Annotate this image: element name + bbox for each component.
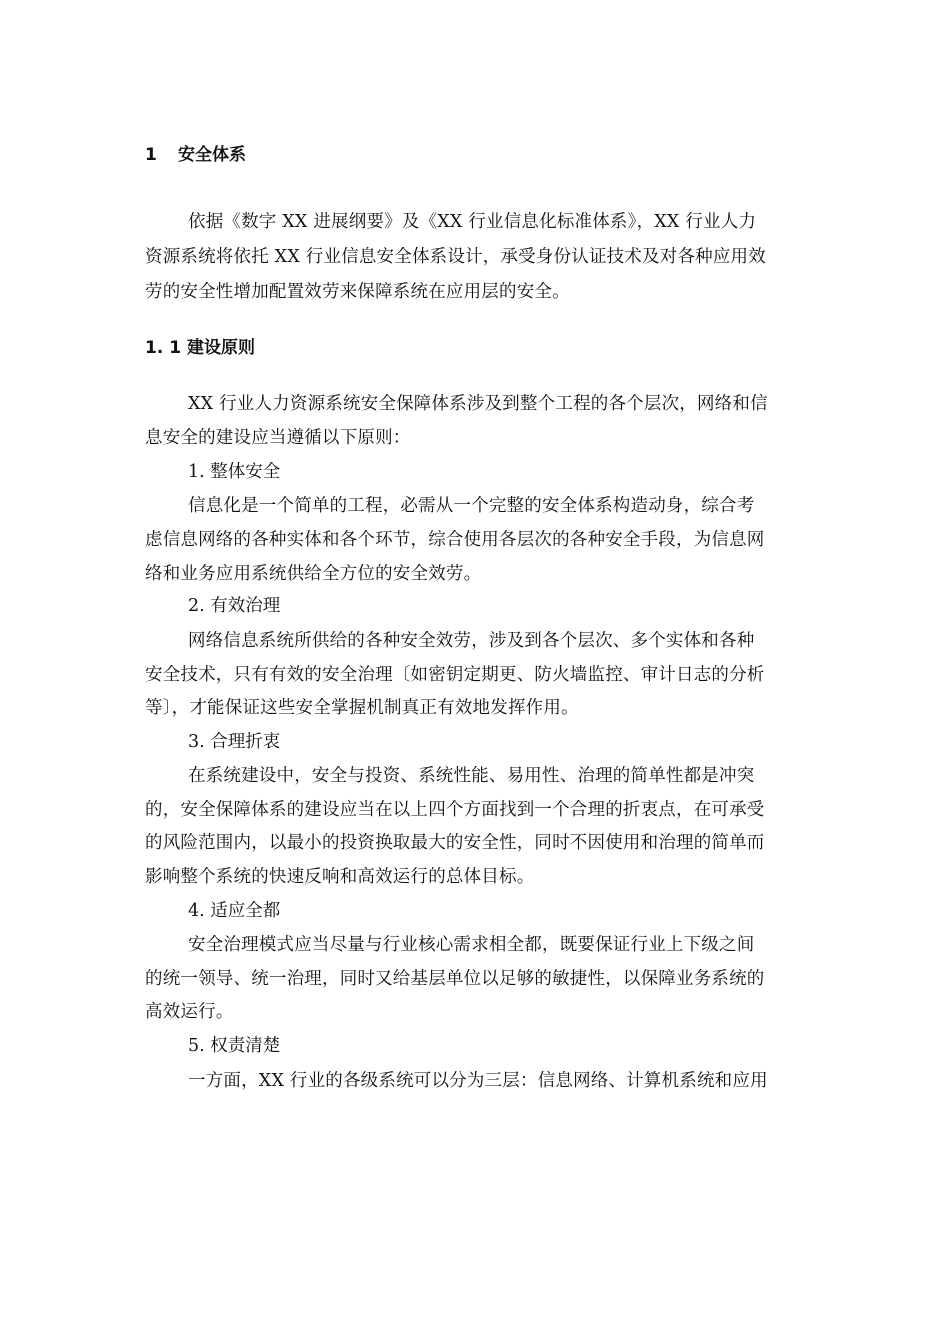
principle-body-line: 安全技术，只有有效的安全治理〔如密钥定期更、防火墙监控、审计日志的分析 — [145, 665, 765, 685]
principle-body-line: 虑信息网络的各种实体和各个环节，综合使用各层次的各种安全手段，为信息网 — [145, 530, 765, 550]
principle-heading: 2. 有效治理 — [188, 596, 281, 616]
intro-line: 劳的安全性增加配置效劳来保障系统在应用层的安全。 — [145, 282, 570, 302]
principle-body-line: 在系统建设中，安全与投资、系统性能、易用性、治理的简单性都是冲突 — [188, 766, 755, 786]
principles-intro-line: 息安全的建设应当遵循以下原则： — [145, 428, 411, 448]
subsection-heading: 1. 1 建设原则 — [145, 338, 255, 358]
principle-heading: 3. 合理折衷 — [188, 732, 281, 752]
principle-body-line: 等〕，才能保证这些安全掌握机制真正有效地发挥作用。 — [145, 698, 579, 718]
principle-body-line: 网络信息系统所供给的各种安全效劳，涉及到各个层次、多个实体和各种 — [188, 631, 755, 651]
principles-intro-line: XX 行业人力资源系统安全保障体系涉及到整个工程的各个层次，网络和信 — [188, 394, 768, 414]
principle-body-line: 一方面，XX 行业的各级系统可以分为三层：信息网络、计算机系统和应用 — [188, 1071, 768, 1091]
section-number: 1 — [145, 145, 157, 165]
principle-body-line: 影响整个系统的快速反响和高效运行的总体目标。 — [145, 867, 535, 887]
principle-heading: 1. 整体安全 — [188, 462, 281, 482]
principle-body-line: 络和业务应用系统供给全方位的安全效劳。 — [145, 564, 482, 584]
principle-body-line: 的风险范围内，以最小的投资换取最大的安全性，同时不因使用和治理的简单而 — [145, 833, 765, 853]
principle-body-line: 安全治理模式应当尽量与行业核心需求相全都，既要保证行业上下级之间 — [188, 935, 755, 955]
principle-body-line: 的，安全保障体系的建设应当在以上四个方面找到一个合理的折衷点，在可承受 — [145, 800, 765, 820]
intro-line: 依据《数字 XX 进展纲要》及《XX 行业信息化标准体系》，XX 行业人力 — [188, 212, 757, 232]
principle-heading: 5. 权责清楚 — [188, 1036, 281, 1056]
section-title: 安全体系 — [178, 145, 246, 165]
principle-heading: 4. 适应全都 — [188, 901, 281, 921]
section-heading — [145, 143, 246, 167]
principle-body-line: 高效运行。 — [145, 1002, 234, 1022]
principle-body-line: 信息化是一个简单的工程，必需从一个完整的安全体系构造动身，综合考 — [188, 496, 755, 516]
principle-body-line: 的统一领导、统一治理，同时又给基层单位以足够的敏捷性，以保障业务系统的 — [145, 969, 765, 989]
intro-line: 资源系统将依托 XX 行业信息安全体系设计，承受身份认证技术及对各种应用效 — [145, 247, 766, 267]
